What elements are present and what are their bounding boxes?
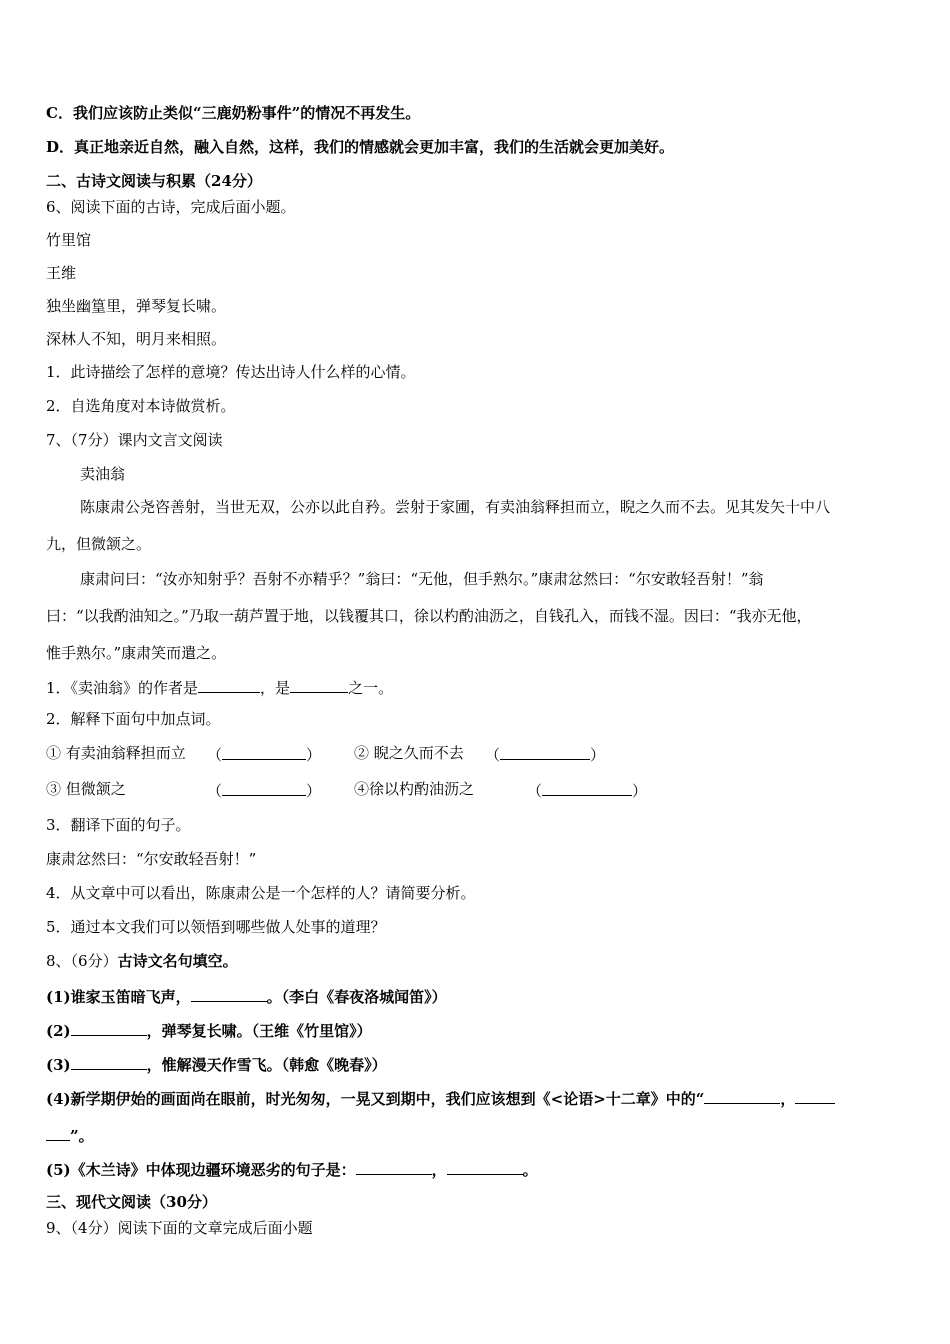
poem-line-2: 深林人不知，明月来相照。 (46, 330, 227, 348)
passage-p2-line-3: 惟手熟尔。”康肃笑而遣之。 (46, 644, 227, 662)
word-item-2-answer: （ ） (485, 743, 605, 765)
answer-blank[interactable] (46, 1124, 70, 1141)
fill-1: (1)谁家玉笛暗飞声， 。（李白《春夜洛城闻笛》） (46, 985, 447, 1007)
passage-title: 卖油翁 (80, 465, 126, 483)
q7-1-text-a: 1．《卖油翁》的作者是 (46, 679, 199, 697)
word-item-4-answer: （ ） (527, 779, 647, 801)
poem-title: 竹里馆 (46, 231, 92, 249)
word-item-2 (354, 743, 464, 763)
question-7: 7、（7分）课内文言文阅读 (46, 431, 223, 449)
poem-line-1: 独坐幽篁里，弹琴复长啸。 (46, 297, 227, 315)
section-3-heading: 三、现代文阅读（30分） (46, 1193, 217, 1211)
answer-blank[interactable] (356, 1158, 432, 1175)
word-item-2-text: ② 睨之久而不去 (354, 744, 464, 762)
answer-blank[interactable] (290, 676, 348, 693)
question-7-3-sentence: 康肃忿然曰：“尔安敢轻吾射！” (46, 850, 257, 868)
word-item-1-text: ① 有卖油翁释担而立 (46, 744, 186, 762)
word-item-3 (46, 779, 126, 799)
word-item-4-text: ④徐以杓酌油沥之 (354, 780, 475, 798)
poem-author: 王维 (46, 264, 77, 282)
answer-blank[interactable] (447, 1158, 523, 1175)
answer-blank[interactable] (71, 1019, 147, 1036)
question-8-title: 古诗文名句填空。 (117, 952, 238, 970)
option-c: C．我们应该防止类似“三鹿奶粉事件”的情况不再发生。 (46, 104, 421, 122)
fill-4: (4)新学期伊始的画面尚在眼前，时光匆匆，一晃又到期中，我们应该想到《<论语>十二章》中的“ ， (46, 1087, 835, 1109)
question-7-2: 2．解释下面句中加点词。 (46, 710, 221, 728)
question-6-1: 1．此诗描绘了怎样的意境？传达出诗人什么样的心情。 (46, 363, 416, 381)
fill-4-cont: ”。 (46, 1124, 94, 1146)
passage-p1-line-1: 陈康肃公尧咨善射，当世无双，公亦以此自矜。尝射于家圃，有卖油翁释担而立，睨之久而不去。见其发矢十中八 (80, 498, 831, 516)
word-item-1 (46, 743, 186, 763)
question-7-3: 3．翻译下面的句子。 (46, 816, 191, 834)
word-item-3-answer: （ ） (207, 779, 321, 801)
answer-blank[interactable] (222, 779, 306, 796)
passage-p2-line-1: 康肃问曰：“汝亦知射乎？吾射不亦精乎？”翁曰：“无他，但手熟尔。”康肃忿然曰：“尔安敢轻吾射！”翁 (80, 570, 764, 588)
question-7-5: 5．通过本文我们可以领悟到哪些做人处事的道理？ (46, 918, 386, 936)
answer-blank[interactable] (500, 743, 590, 760)
question-6-2: 2．自选角度对本诗做赏析。 (46, 397, 236, 415)
passage-p2-line-2: 曰：“以我酌油知之。”乃取一葫芦置于地，以钱覆其口，徐以杓酌油沥之，自钱孔入，而钱不湿。因曰：“我亦无他， (46, 607, 812, 625)
question-9: 9、（4分）阅读下面的文章完成后面小题 (46, 1219, 313, 1237)
option-d: D．真正地亲近自然，融入自然，这样，我们的情感就会更加丰富，我们的生活就会更加美好。 (46, 138, 675, 156)
fill-5: (5)《木兰诗》中体现边疆环境恶劣的句子是： ， 。 (46, 1158, 538, 1180)
passage-p1-line-2: 九，但微颔之。 (46, 535, 152, 553)
q7-1-text-b: ，是 (260, 679, 291, 697)
answer-blank[interactable] (198, 676, 260, 693)
answer-blank[interactable] (71, 1053, 147, 1070)
question-7-4: 4．从文章中可以看出，陈康肃公是一个怎样的人？请简要分析。 (46, 884, 476, 902)
answer-blank[interactable] (542, 779, 632, 796)
section-2-heading: 二、古诗文阅读与积累（24分） (46, 172, 262, 190)
answer-blank[interactable] (191, 985, 267, 1002)
fill-2: (2) ，弹琴复长啸。（王维《竹里馆》） (46, 1019, 372, 1041)
word-item-1-answer: （ ） (207, 743, 321, 765)
question-8-number: 8、（6分） (46, 952, 118, 970)
question-7-1 (46, 676, 393, 698)
answer-blank[interactable] (795, 1087, 835, 1104)
q7-1-text-c: 之一。 (348, 679, 394, 697)
question-8 (46, 951, 238, 971)
word-item-4 (354, 779, 474, 799)
question-6: 6、阅读下面的古诗，完成后面小题。 (46, 198, 296, 216)
answer-blank[interactable] (704, 1087, 780, 1104)
word-item-3-text: ③ 但微颔之 (46, 780, 126, 798)
fill-3: (3) ，惟解漫天作雪飞。（韩愈《晚春》） (46, 1053, 387, 1075)
answer-blank[interactable] (222, 743, 306, 760)
